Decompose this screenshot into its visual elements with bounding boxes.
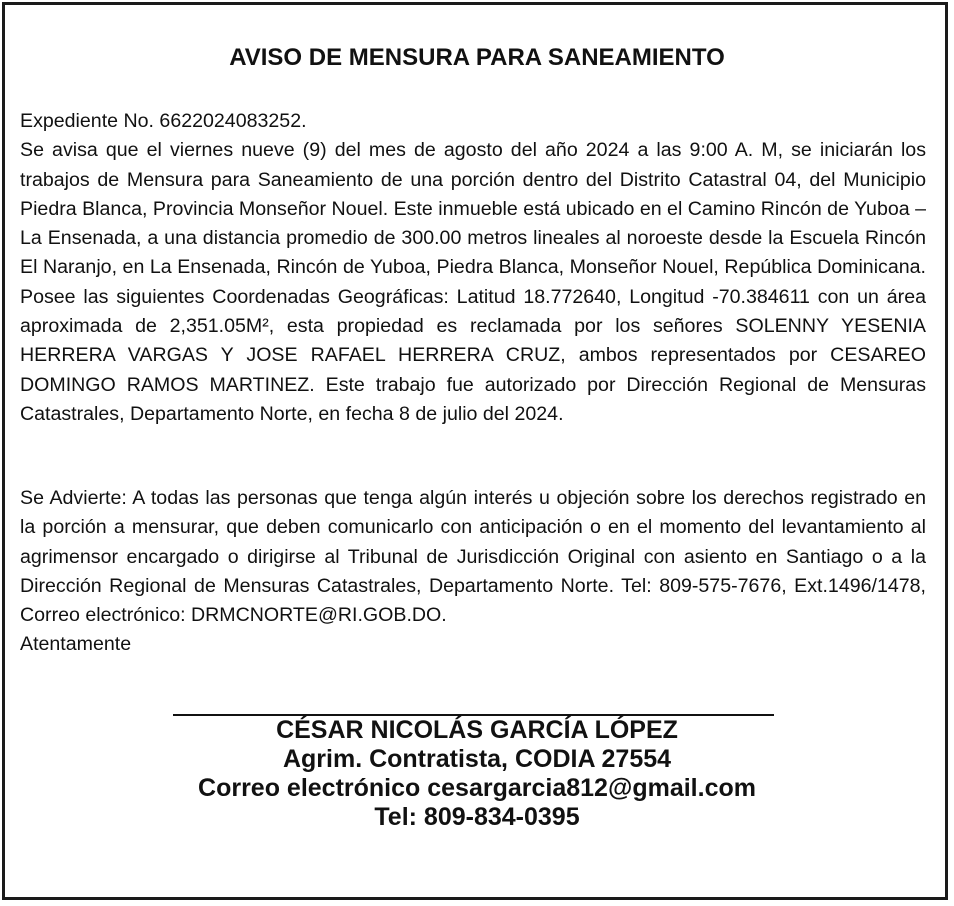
notice-paragraph-warning: Se Advierte: A todas las personas que tenga algún interés u objeción sobre los derechos registrado en la porción a mensurar, que deben comunicarlo con anticipación o en el momento del levantamiento al agrimensor encargado o dirigirse al Tribunal de Jurisdicción Original con asiento en Santiago o a la Dirección Regional de Mensuras Catastrales, Departamento Norte. Tel: 809-575-7676, Ext.1496/1478, Correo electrónico: DRMCNORTE@RI.GOB.DO. [20, 487, 926, 627]
closing-text: Atentamente [20, 633, 132, 656]
signer-role: Agrim. Contratista, CODIA 27554 [282, 745, 672, 773]
expediente-number: Expediente No. 6622024083252. [20, 110, 307, 132]
notice-warning-section [20, 484, 926, 660]
signature-block [0, 716, 954, 832]
signer-email: Correo electrónico cesargarcia812@gmail.com [198, 774, 756, 802]
notice-paragraph-announcement: Se avisa que el viernes nueve (9) del mes de agosto del año 2024 a las 9:00 A. M, se iniciarán los trabajos de Mensura para Saneamiento de una porción dentro del Distrito Catastral 04, del Municipio Piedra Blanca, Provincia Monseñor Nouel. Este inmueble está ubicado en el Camino Rincón de Yuboa – La Ensenada, a una distancia promedio de 300.00 metros lineales al noroeste desde la Escuela Rincón El Naranjo, en La Ensenada, Rincón de Yuboa, Piedra Blanca, Monseñor Nouel, República Dominicana. Posee las siguientes Coordenadas Geográficas: Latitud 18.772640, Longitud -70.384611 con un área aproximada de 2,351.05M², esta propiedad es reclamada por los señores SOLENNY YESENIA HERRERA VARGAS Y JOSE RAFAEL HERRERA CRUZ, ambos representados por CESAREO DOMINGO RAMOS MARTINEZ. Este trabajo fue autorizado por Dirección Regional de Mensuras Catastrales, Departamento Norte, en fecha 8 de julio del 2024. [20, 139, 926, 425]
signer-name: CÉSAR NICOLÁS GARCÍA LÓPEZ [276, 716, 678, 744]
notice-title: AVISO DE MENSURA PARA SANEAMIENTO [229, 44, 725, 71]
signer-phone: Tel: 809-834-0395 [374, 803, 580, 831]
notice-body [20, 107, 926, 429]
